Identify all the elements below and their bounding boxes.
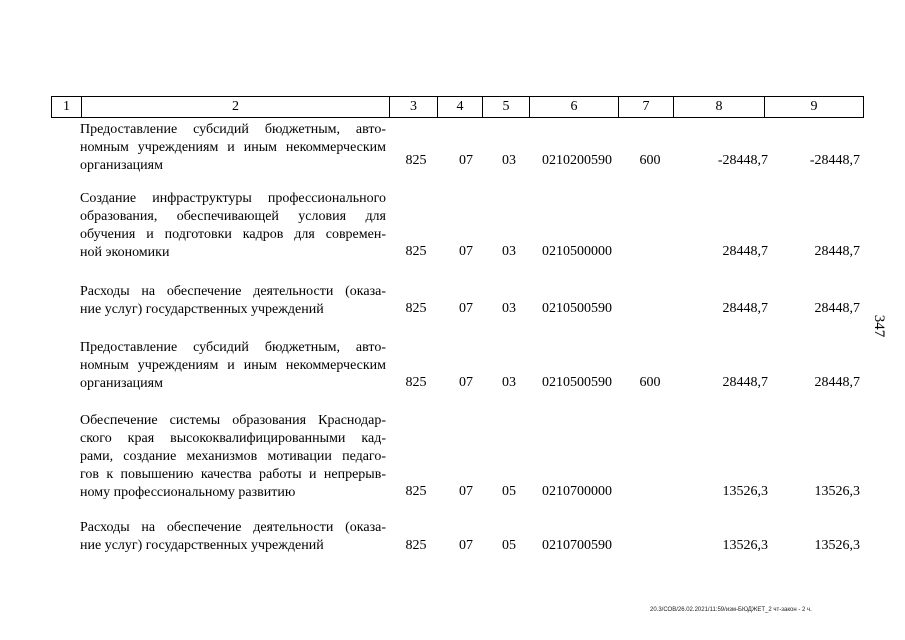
description-line: рами, создание механизмов мотивации педаго- <box>80 449 386 464</box>
description-line: Расходы на обеспечение деятельности (оказа- <box>80 520 386 535</box>
description-line: Обеспечение системы образования Краснодар- <box>80 413 386 428</box>
cell-sum-2: 28448,7 <box>814 375 860 390</box>
header-col-6: 6 <box>529 97 618 117</box>
cell-ved: 825 <box>405 244 427 259</box>
row-description <box>80 190 386 262</box>
description-line: ному профессиональному развитию <box>80 485 296 500</box>
row-description <box>80 283 386 319</box>
cell-sum-2: 13526,3 <box>814 484 860 499</box>
cell-rz: 07 <box>459 538 473 553</box>
row-description <box>80 339 386 393</box>
cell-csr: 0210700000 <box>542 484 612 499</box>
cell-sum-2: 28448,7 <box>814 244 860 259</box>
cell-ved: 825 <box>405 375 427 390</box>
cell-sum-2: 28448,7 <box>814 301 860 316</box>
description-line: ние услуг) государственных учреждений <box>80 302 324 317</box>
cell-csr: 0210700590 <box>542 538 612 553</box>
cell-sum-1: 28448,7 <box>722 301 768 316</box>
cell-vr: 600 <box>639 153 661 168</box>
cell-rz: 07 <box>459 301 473 316</box>
description-line: ние услуг) государственных учреждений <box>80 538 324 553</box>
cell-ved: 825 <box>405 484 427 499</box>
cell-rz: 07 <box>459 153 473 168</box>
header-col-2: 2 <box>81 97 389 117</box>
description-line: организациям <box>80 376 163 391</box>
header-col-4: 4 <box>437 97 482 117</box>
header-col-3: 3 <box>389 97 437 117</box>
cell-rz: 07 <box>459 484 473 499</box>
cell-ved: 825 <box>405 538 427 553</box>
description-line: Предоставление субсидий бюджетным, авто- <box>80 340 386 355</box>
cell-pr: 03 <box>502 153 516 168</box>
header-col-8: 8 <box>673 97 764 117</box>
cell-pr: 05 <box>502 538 516 553</box>
description-line: Расходы на обеспечение деятельности (оказа- <box>80 284 386 299</box>
footer-filename: 20.3/СОВ/26.02.2021/11:59/изм-БЮДЖЕТ_2 чт-закон - 2 ч. <box>650 607 812 613</box>
cell-ved: 825 <box>405 301 427 316</box>
row-description <box>80 121 386 175</box>
cell-pr: 03 <box>502 375 516 390</box>
row-description <box>80 412 386 502</box>
description-line: ной экономики <box>80 245 170 260</box>
description-line: Предоставление субсидий бюджетным, авто- <box>80 122 386 137</box>
cell-sum-1: -28448,7 <box>717 153 768 168</box>
cell-vr: 600 <box>639 375 661 390</box>
header-col-5: 5 <box>482 97 529 117</box>
cell-sum-1: 13526,3 <box>722 484 768 499</box>
row-description <box>80 519 386 555</box>
header-col-1: 1 <box>63 99 70 114</box>
cell-sum-1: 28448,7 <box>722 375 768 390</box>
cell-ved: 825 <box>405 153 427 168</box>
header-col-7: 7 <box>618 97 673 117</box>
cell-csr: 0210500590 <box>542 301 612 316</box>
description-line: обучения и подготовки кадров для современ- <box>80 227 386 242</box>
description-line: номным учреждениям и иным некоммерческим <box>80 140 386 155</box>
cell-pr: 03 <box>502 244 516 259</box>
cell-pr: 05 <box>502 484 516 499</box>
cell-sum-1: 13526,3 <box>722 538 768 553</box>
table-header-row <box>51 96 864 118</box>
cell-rz: 07 <box>459 375 473 390</box>
cell-rz: 07 <box>459 244 473 259</box>
description-line: Создание инфраструктуры профессионального <box>80 191 386 206</box>
description-line: гов к повышению качества работы и непрерыв- <box>80 467 386 482</box>
cell-csr: 0210500000 <box>542 244 612 259</box>
description-line: организациям <box>80 158 163 173</box>
cell-sum-2: -28448,7 <box>809 153 860 168</box>
cell-csr: 0210200590 <box>542 153 612 168</box>
header-col-9: 9 <box>764 97 863 117</box>
description-line: ского края высококвалифицированными кад- <box>80 431 386 446</box>
description-line: образования, обеспечивающей условия для <box>80 209 386 224</box>
description-line: номным учреждениям и иным некоммерческим <box>80 358 386 373</box>
cell-pr: 03 <box>502 301 516 316</box>
cell-csr: 0210500590 <box>542 375 612 390</box>
cell-sum-2: 13526,3 <box>814 538 860 553</box>
page-number: 347 <box>871 314 887 338</box>
cell-sum-1: 28448,7 <box>722 244 768 259</box>
